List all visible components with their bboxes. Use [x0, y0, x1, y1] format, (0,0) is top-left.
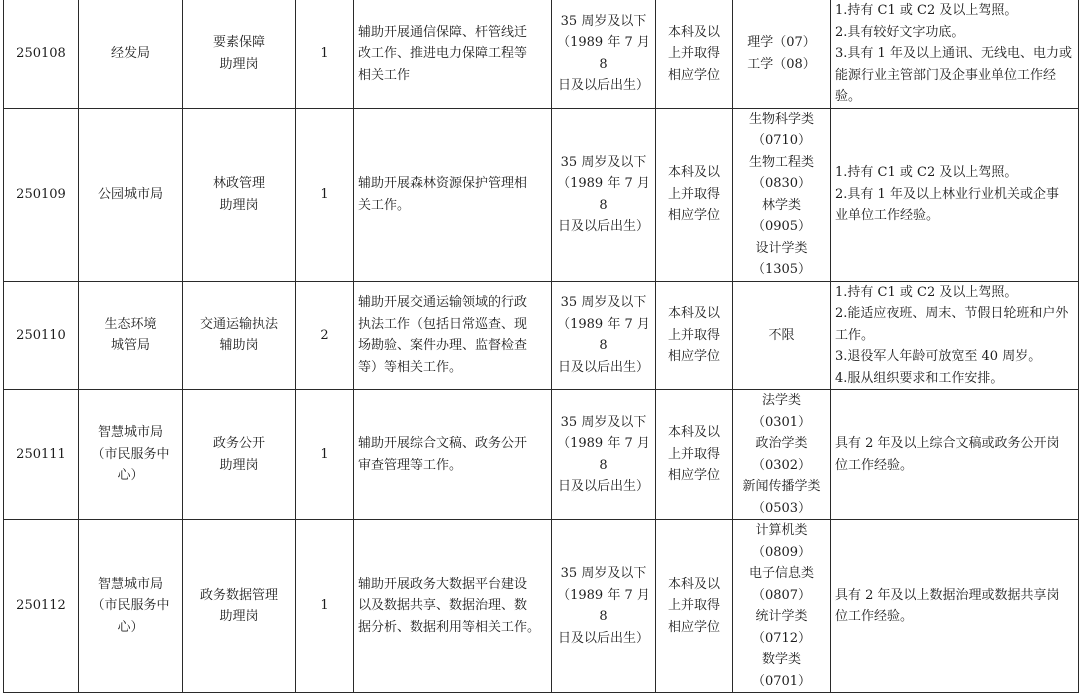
major-line: （0710）	[751, 133, 812, 148]
department-line: 心）	[117, 619, 144, 635]
education-line: 上并取得	[667, 46, 720, 61]
other-requirement-cell	[831, 108, 1079, 281]
job-duty-line: 相关工作	[358, 67, 411, 83]
position-cell	[183, 0, 296, 108]
other-requirement-line: 位工作经验。	[835, 609, 914, 624]
department-line: 智慧城市局	[97, 425, 163, 441]
major-line: 新闻传播学类	[742, 479, 821, 494]
department-line: 生态环境	[104, 316, 157, 332]
major-line: （0712）	[751, 630, 812, 646]
job-duty-cell	[354, 0, 552, 108]
age-requirement-line: 35 周岁及以下	[560, 295, 647, 311]
major-cell	[733, 0, 831, 108]
other-requirement-cell	[831, 281, 1079, 390]
major-line: 生物科学类	[748, 111, 814, 127]
education-line: 相应学位	[667, 208, 720, 224]
education-line: 相应学位	[667, 619, 720, 635]
age-requirement-line: 日及以后出生）	[557, 78, 649, 94]
table-row	[4, 520, 1079, 693]
job-duty-line: 关工作。	[358, 197, 411, 213]
major-line: 理学（07）	[747, 35, 816, 51]
other-requirement-line: 1.持有 C1 或 C2 及以上驾照。	[835, 284, 1018, 300]
age-requirement-line: （1989 年 7 月 8	[557, 587, 650, 624]
other-requirement-line: 能源行业主管部门及企事业单位工作经	[835, 67, 1057, 83]
age-requirement-line: 日及以后出生）	[557, 219, 649, 234]
major-line: （1305）	[751, 262, 812, 277]
table-row	[4, 390, 1079, 520]
department-cell	[79, 390, 183, 520]
position-line: 助理岗	[219, 197, 259, 213]
department-line: 心）	[117, 468, 144, 484]
job-duty-line: 辅助开展交通运输领域的行政	[358, 295, 528, 311]
job-duty-cell	[354, 281, 552, 390]
major-line: 统计学类	[755, 609, 808, 624]
age-requirement-cell	[552, 520, 656, 693]
education-line: 上并取得	[667, 598, 720, 614]
education-cell	[656, 108, 733, 281]
department-line: （市民服务中	[91, 446, 170, 462]
education-cell	[656, 390, 733, 520]
job-duty-line: 改工作、推进电力保障工程等	[358, 46, 528, 61]
age-requirement-cell	[552, 108, 656, 281]
position-cell	[183, 281, 296, 390]
major-line: 生物工程类	[748, 154, 814, 170]
job-duty-line: 以及数据共享、数据治理、数	[358, 598, 528, 614]
job-duty-line: 据分析、数据利用等相关工作。	[358, 619, 541, 635]
department-cell	[79, 520, 183, 693]
position-line: 助理岗	[219, 457, 259, 473]
other-requirement-line: 具有 2 年及以上数据治理或数据共享岗	[835, 587, 1060, 603]
education-line: 上并取得	[667, 186, 720, 202]
job-duty-line: 执法工作（包括日常巡查、现	[358, 316, 528, 332]
department-cell	[79, 0, 183, 108]
education-line: 上并取得	[667, 327, 720, 343]
education-cell	[656, 520, 733, 693]
major-line: 工学（08）	[747, 56, 816, 72]
education-line: 相应学位	[667, 468, 720, 484]
age-requirement-cell	[552, 0, 656, 108]
position-cell	[183, 390, 296, 520]
other-requirement-line: 位工作经验。	[835, 457, 914, 473]
age-requirement-line: 日及以后出生）	[557, 479, 649, 494]
table-row	[4, 0, 1079, 108]
education-cell	[656, 0, 733, 108]
job-table-body	[4, 0, 1079, 693]
job-duty-cell	[354, 108, 552, 281]
age-requirement-line: 35 周岁及以下	[560, 414, 647, 430]
other-requirement-line: 业单位工作经验。	[835, 208, 940, 224]
other-requirement-line: 1.持有 C1 或 C2 及以上驾照。	[835, 165, 1018, 181]
other-requirement-line: 工作。	[835, 327, 875, 343]
other-requirement-line: 3.退役军人年龄可放宽至 40 周岁。	[835, 349, 1042, 364]
age-requirement-line: 35 周岁及以下	[560, 154, 647, 170]
major-line: 数学类（0701）	[751, 652, 812, 689]
other-requirement-cell	[831, 390, 1079, 520]
major-line: 政治学类	[755, 436, 808, 451]
age-requirement-line: 日及以后出生）	[557, 359, 649, 375]
age-requirement-line: 日及以后出生）	[557, 630, 649, 646]
table-row	[4, 108, 1079, 281]
job-code-cell: 250110	[4, 281, 79, 390]
other-requirement-line: 4.服从组织要求和工作安排。	[835, 370, 1004, 386]
age-requirement-line: 35 周岁及以下	[560, 566, 647, 581]
other-requirement-line: 2.能适应夜班、周末、节假日轮班和户外	[835, 306, 1069, 321]
position-cell	[183, 520, 296, 693]
major-line: 林学类（0905）	[751, 197, 812, 234]
education-line: 相应学位	[667, 349, 720, 364]
position-line: 交通运输执法	[199, 316, 278, 332]
major-cell	[733, 281, 831, 390]
major-line: （0809）	[751, 544, 812, 560]
headcount-cell: 1	[296, 108, 354, 281]
headcount-cell: 2	[296, 281, 354, 390]
job-duty-line: 辅助开展通信保障、杆管线迁	[358, 24, 528, 40]
education-line: 本科及以	[667, 24, 720, 40]
other-requirement-line: 验。	[835, 89, 862, 104]
major-line: 不限	[768, 327, 795, 343]
major-line: （0503）	[751, 500, 812, 516]
education-line: 本科及以	[667, 165, 720, 181]
major-cell	[733, 390, 831, 520]
education-line: 本科及以	[667, 425, 720, 441]
job-duty-cell	[354, 390, 552, 520]
major-line: 设计学类	[755, 240, 808, 256]
position-cell	[183, 108, 296, 281]
headcount-cell: 1	[296, 390, 354, 520]
department-line: 经发局	[110, 46, 150, 61]
other-requirement-line: 2.具有较好文字功底。	[835, 24, 965, 40]
job-duty-line: 审查管理等工作。	[358, 457, 463, 473]
position-line: 林政管理	[212, 176, 265, 191]
major-cell	[733, 108, 831, 281]
job-duty-line: 辅助开展森林资源保护管理相	[358, 176, 528, 191]
headcount-cell: 1	[296, 520, 354, 693]
age-requirement-line: （1989 年 7 月 8	[557, 436, 650, 473]
department-line: 公园城市局	[97, 186, 163, 202]
other-requirement-line: 2.具有 1 年及以上林业行业机关或企事	[835, 186, 1059, 202]
job-duty-line: 辅助开展政务大数据平台建设	[358, 576, 528, 592]
major-line: （0830）	[751, 176, 812, 191]
age-requirement-cell	[552, 281, 656, 390]
other-requirement-cell	[831, 0, 1079, 108]
job-duty-line: 辅助开展综合文稿、政务公开	[358, 436, 528, 451]
job-duty-cell	[354, 520, 552, 693]
department-line: （市民服务中	[91, 598, 170, 614]
department-cell	[79, 281, 183, 390]
other-requirement-line: 具有 2 年及以上综合文稿或政务公开岗	[835, 436, 1060, 451]
other-requirement-line: 1.持有 C1 或 C2 及以上驾照。	[835, 3, 1018, 18]
education-line: 相应学位	[667, 67, 720, 83]
major-line: （0807）	[751, 587, 812, 603]
job-code-cell: 250111	[4, 390, 79, 520]
job-table	[3, 0, 1079, 693]
position-line: 助理岗	[219, 609, 259, 624]
age-requirement-cell	[552, 390, 656, 520]
position-line: 助理岗	[219, 56, 259, 72]
age-requirement-line: （1989 年 7 月 8	[557, 35, 650, 72]
job-duty-line: 等）等相关工作。	[358, 359, 463, 375]
other-requirement-line: 3.具有 1 年及以上通讯、无线电、电力或	[835, 46, 1072, 61]
department-cell	[79, 108, 183, 281]
other-requirement-cell	[831, 520, 1079, 693]
age-requirement-line: （1989 年 7 月 8	[557, 316, 650, 354]
job-code-cell: 250108	[4, 0, 79, 108]
education-line: 本科及以	[667, 576, 720, 592]
position-line: 政务公开	[212, 436, 265, 451]
education-cell	[656, 281, 733, 390]
age-requirement-line: （1989 年 7 月 8	[557, 176, 650, 213]
job-code-cell: 250112	[4, 520, 79, 693]
major-line: 法学类（0301）	[751, 393, 812, 430]
table-row	[4, 281, 1079, 390]
department-line: 智慧城市局	[97, 576, 163, 592]
education-line: 上并取得	[667, 446, 720, 462]
job-code-cell: 250109	[4, 108, 79, 281]
major-cell	[733, 520, 831, 693]
education-line: 本科及以	[667, 306, 720, 321]
age-requirement-line: 35 周岁及以下	[560, 13, 647, 29]
major-line: （0302）	[751, 457, 812, 473]
position-line: 政务数据管理	[199, 587, 278, 603]
headcount-cell: 1	[296, 0, 354, 108]
department-line: 城管局	[110, 338, 150, 354]
job-duty-line: 场勘验、案件办理、监督检查	[358, 338, 528, 354]
position-line: 辅助岗	[219, 338, 259, 354]
major-line: 计算机类	[755, 523, 808, 538]
major-line: 电子信息类	[748, 566, 814, 581]
position-line: 要素保障	[212, 35, 265, 51]
